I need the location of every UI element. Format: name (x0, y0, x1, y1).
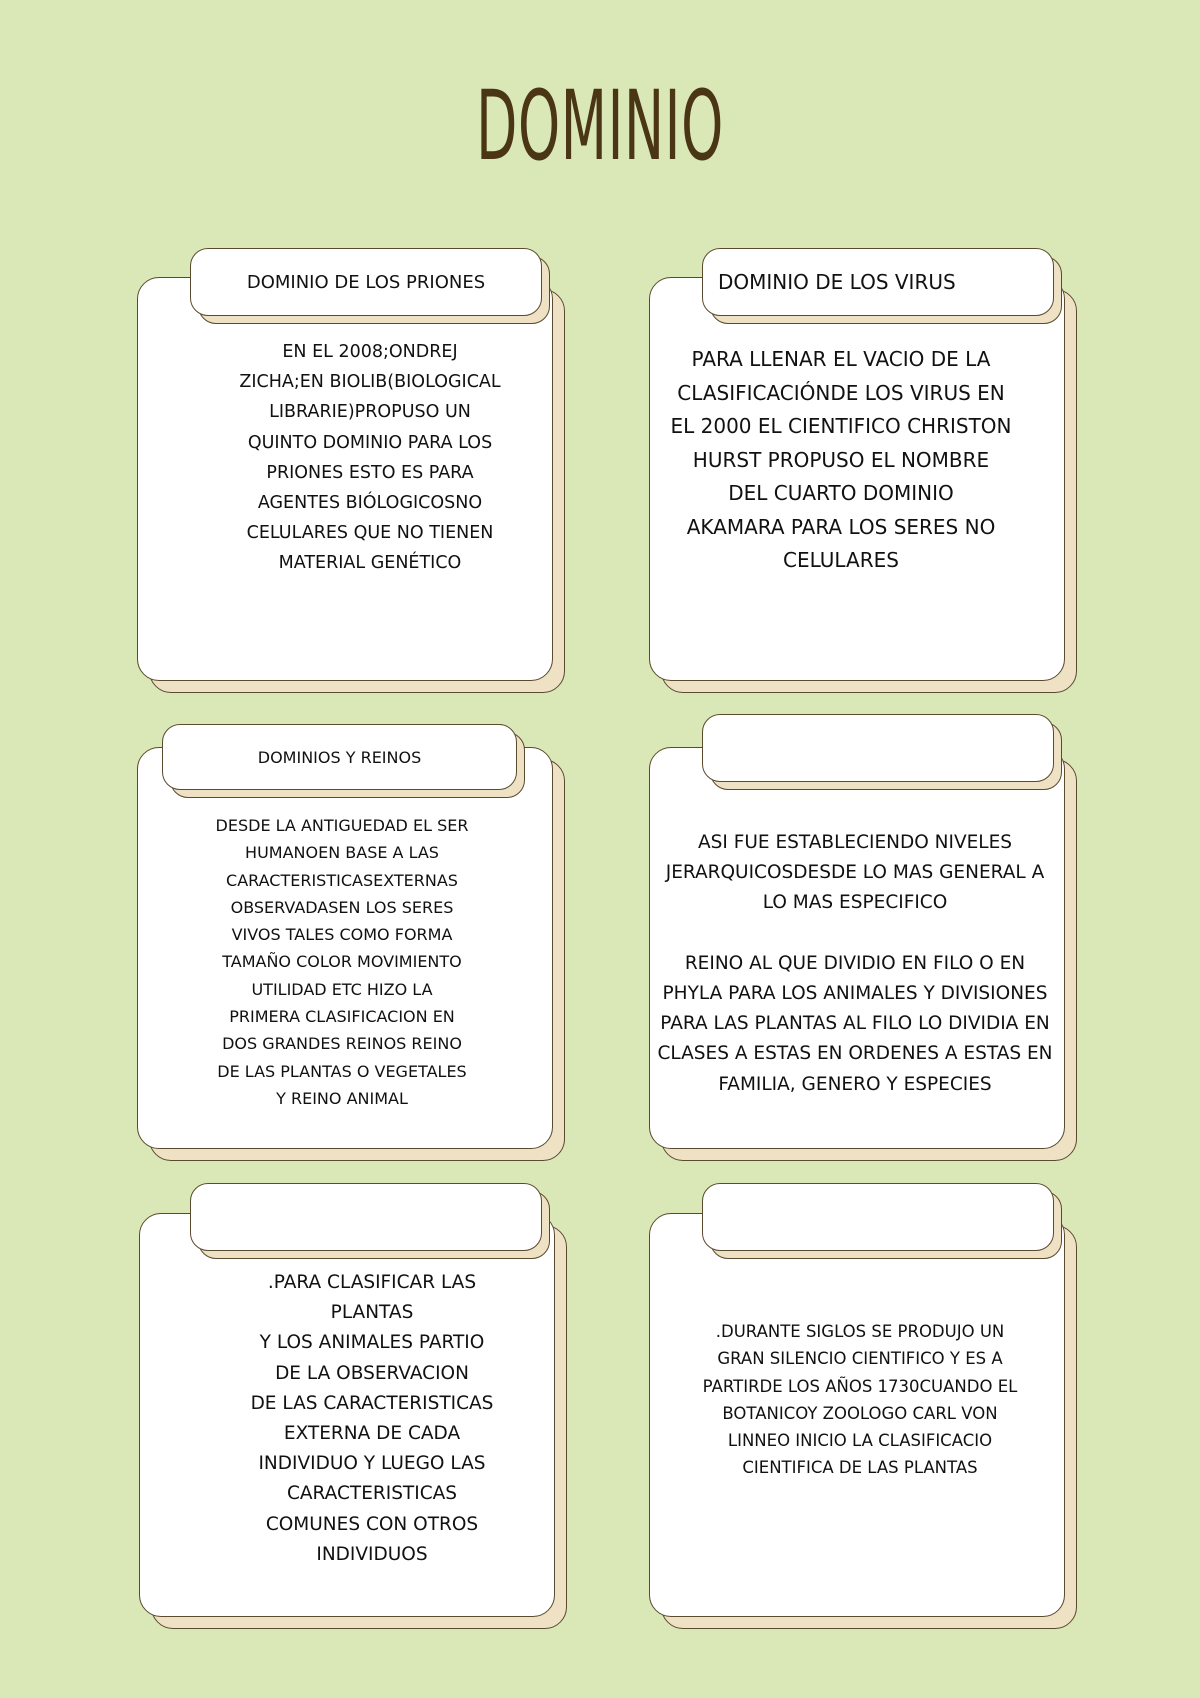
card-text: PARA LLENAR EL VACIO DE LA CLASIFICACIÓNDE LOS VIRUS EN EL 2000 EL CIENTIFICO CHRISTON HURST PROPUSO EL NOMBRE DEL CUARTO DOMINIO AKAMARA PARA LOS SERES NO CELULARES (670, 347, 1012, 572)
card-heading-tab (702, 714, 1054, 782)
card-heading-tab (702, 248, 1054, 316)
card-text: EN EL 2008;ONDREJ ZICHA;EN BIOLIB(BIOLOGICAL LIBRARIE)PROPUSO UN QUINTO DOMINIO PARA LOS PRIONES ESTO ES PARA AGENTES BIÓLOGICOSNO CELULARES QUE NO TIENEN MATERIAL GENÉTICO (239, 342, 501, 574)
page-title: DOMINIO (476, 70, 724, 182)
card-heading: DOMINIO DE LOS PRIONES (190, 248, 542, 316)
card-text: ASI FUE ESTABLECIENDO NIVELES JERARQUICOSDESDE LO MAS GENERAL A LO MAS ESPECIFICO REINO AL QUE DIVIDIO EN FILO O EN PHYLA PARA LOS ANIMALES Y DIVISIONES PARA LAS PLANTAS AL FILO LO DIVIDIA EN CLASES A ESTAS EN ORDENES A ESTAS EN FAMILIA, GENERO Y ESPECIES (657, 832, 1053, 1095)
card-heading (702, 1183, 1054, 1251)
card-text: .PARA CLASIFICAR LAS PLANTAS Y LOS ANIMALES PARTIO DE LA OBSERVACION DE LAS CARACTERISTICAS EXTERNA DE CADA INDIVIDUO Y LUEGO LAS CARACTERISTICAS COMUNES CON OTROS INDIVIDUOS (250, 1272, 494, 1565)
card-heading-tab (162, 724, 517, 790)
card-heading: DOMINIO DE LOS VIRUS (702, 248, 1054, 316)
card-heading (702, 714, 1054, 782)
card-text: .DURANTE SIGLOS SE PRODUJO UN GRAN SILENCIO CIENTIFICO Y ES A PARTIRDE LOS AÑOS 1730CUANDO EL BOTANICOY ZOOLOGO CARL VON LINNEO INICIO LA CLASIFICACIO CIENTIFICA DE LAS PLANTAS (702, 1322, 1018, 1478)
card-heading: DOMINIOS Y REINOS (162, 724, 517, 790)
card-heading-tab (702, 1183, 1054, 1251)
card-heading-tab (190, 248, 542, 316)
card-heading (190, 1183, 542, 1251)
card-text: DESDE LA ANTIGUEDAD EL SER HUMANOEN BASE A LAS CARACTERISTICASEXTERNAS OBSERVADASEN LOS SERES VIVOS TALES COMO FORMA TAMAÑO COLOR MOVIMIENTO UTILIDAD ETC HIZO LA PRIMERA CLASIFICACION EN DOS GRANDES REINOS REINO DE LAS PLANTAS O VEGETALES Y REINO ANIMAL (215, 816, 469, 1108)
card-heading-tab (190, 1183, 542, 1251)
